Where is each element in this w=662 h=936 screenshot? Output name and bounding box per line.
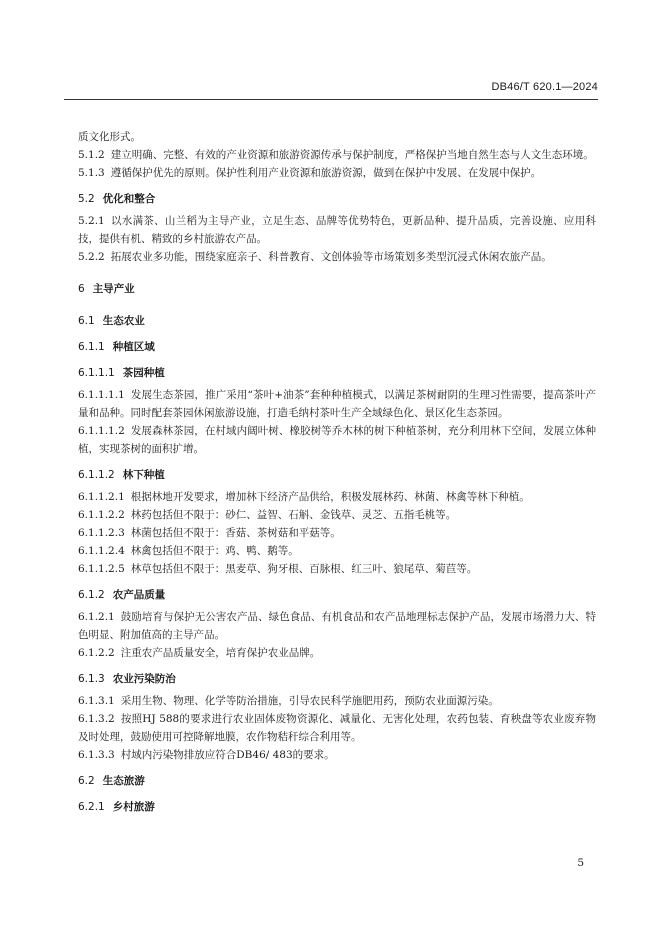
heading-6-2 <box>78 772 596 790</box>
clause-number: 6.1.3.2 <box>78 713 115 725</box>
clause-text: 发展森林茶园，在村域内阔叶树、橡胶树等乔木林的树下种植茶树，充分利用林下空间，发展立体种植，实现茶树的面积扩增。 <box>78 425 596 455</box>
heading-5-2 <box>78 190 596 208</box>
clause-number: 6.1.1.1.2 <box>78 425 125 437</box>
heading-6-2-1 <box>78 798 596 816</box>
clause-text: 注重农产品质量安全，培育保护农业品牌。 <box>120 647 321 659</box>
page-content <box>78 128 596 816</box>
heading-number: 6.2 <box>78 775 95 787</box>
heading-number: 6.1.1.2 <box>78 469 115 481</box>
clause-number: 6.1.1.2.4 <box>78 545 125 557</box>
heading-text: 种植区域 <box>112 341 155 353</box>
heading-number: 6.1.2 <box>78 589 105 601</box>
clause-5-2-1 <box>78 212 596 248</box>
clause-5-2-2 <box>78 248 596 266</box>
clause-text: 采用生物、物理、化学等防治措施，引导农民科学施肥用药，预防农业面源污染。 <box>120 695 499 707</box>
heading-6-1-1-1 <box>78 364 596 382</box>
clause-6-1-3-1 <box>78 692 596 710</box>
heading-6 <box>78 280 596 298</box>
heading-number: 5.2 <box>78 193 95 205</box>
page-number: 5 <box>577 857 584 869</box>
clause-number: 6.1.3.1 <box>78 695 115 707</box>
clause-number: 6.1.1.2.5 <box>78 563 125 575</box>
clause-number: 6.1.3.3 <box>78 749 115 761</box>
heading-6-1 <box>78 312 596 330</box>
clause-number: 6.1.1.2.3 <box>78 527 125 539</box>
clause-text: 按照HJ 588的要求进行农业固体废物资源化、减量化、无害化处理，农药包装、育秧盘等农业废弃物及时处理，鼓励使用可控降解地膜，农作物秸秆综合利用等。 <box>78 713 596 743</box>
heading-number: 6.1 <box>78 315 95 327</box>
clause-number: 5.2.2 <box>78 251 105 263</box>
heading-text: 乡村旅游 <box>112 801 155 813</box>
clause-text: 鼓励培育与保护无公害农产品、绿色食品、有机食品和农产品地理标志保护产品，发展市场潜力大、特色明显、附加值高的主导产品。 <box>78 611 596 641</box>
clause-text: 发展生态茶园，推广采用“茶叶+油茶”套种种植模式，以满足茶树耐阴的生理习性需要，提高茶叶产量和品种。同时配套茶园休闲旅游设施，打造毛纳村茶叶生产全域绿色化、景区化生态茶园。 <box>78 389 596 419</box>
clause-6-1-1-2-1 <box>78 488 596 506</box>
heading-text: 农产品质量 <box>112 589 166 601</box>
heading-number: 6.1.3 <box>78 673 105 685</box>
document-code: DB46/T 620.1—2024 <box>491 81 598 93</box>
heading-text: 农业污染防治 <box>112 673 176 685</box>
clause-text: 林菌包括但不限于：香菇、茶树菇和平菇等。 <box>130 527 341 539</box>
clause-number: 6.1.2.1 <box>78 611 115 623</box>
clause-number: 5.1.2 <box>78 149 105 161</box>
heading-text: 林下种植 <box>122 469 165 481</box>
heading-6-1-1 <box>78 338 596 356</box>
clause-number: 5.2.1 <box>78 215 105 227</box>
clause-6-1-2-2 <box>78 644 596 662</box>
heading-6-1-2 <box>78 586 596 604</box>
clause-text: 拓展农业多功能，围绕家庭亲子、科普教育、文创体验等市场策划多类型沉浸式休闲农旅产品。 <box>110 251 552 263</box>
clause-6-1-1-2-5 <box>78 560 596 578</box>
heading-number: 6.1.1 <box>78 341 105 353</box>
clause-text: 建立明确、完整、有效的产业资源和旅游资源传承与保护制度，严格保护当地自然生态与人文生态环境。 <box>110 149 594 161</box>
clause-5-1-3 <box>78 164 596 182</box>
heading-text: 生态旅游 <box>102 775 145 787</box>
clause-6-1-1-1-2 <box>78 422 596 458</box>
header-rule <box>64 99 598 100</box>
heading-text: 优化和整合 <box>102 193 156 205</box>
clause-6-1-1-1-1 <box>78 386 596 422</box>
clause-text: 遵循保护优先的原则。保护性利用产业资源和旅游资源，做到在保护中发展、在发展中保护。 <box>110 167 542 179</box>
clause-text: 根据林地开发要求，增加林下经济产品供给，积极发展林药、林菌、林禽等林下种植。 <box>130 491 530 503</box>
heading-6-1-3 <box>78 670 596 688</box>
paragraph <box>78 128 596 146</box>
clause-number: 6.1.1.2.2 <box>78 509 125 521</box>
clause-6-1-3-2 <box>78 710 596 746</box>
heading-text: 主导产业 <box>92 283 135 295</box>
heading-6-1-1-2 <box>78 466 596 484</box>
clause-6-1-1-2-4 <box>78 542 596 560</box>
clause-text: 以水满茶、山兰稻为主导产业，立足生态、品牌等优势特色，更新品种、提升品质，完善设施、应用科技，提供有机、精致的乡村旅游农产品。 <box>78 215 596 245</box>
heading-number: 6 <box>78 283 85 295</box>
clause-number: 6.1.1.1.1 <box>78 389 125 401</box>
clause-text: 林草包括但不限于：黑麦草、狗牙根、百脉根、红三叶、狼尾草、菊苣等。 <box>130 563 478 575</box>
clause-6-1-1-2-2 <box>78 506 596 524</box>
clause-number: 5.1.3 <box>78 167 105 179</box>
heading-text: 茶园种植 <box>122 367 165 379</box>
clause-6-1-2-1 <box>78 608 596 644</box>
clause-6-1-1-2-3 <box>78 524 596 542</box>
heading-text: 生态农业 <box>102 315 145 327</box>
clause-text: 林药包括但不限于：砂仁、益智、石斛、金钱草、灵芝、五指毛桃等。 <box>130 509 457 521</box>
clause-text: 林禽包括但不限于：鸡、鸭、鹅等。 <box>130 545 299 557</box>
paragraph-text: 质文化形式。 <box>78 131 141 143</box>
heading-number: 6.2.1 <box>78 801 105 813</box>
clause-5-1-2 <box>78 146 596 164</box>
heading-number: 6.1.1.1 <box>78 367 115 379</box>
clause-number: 6.1.2.2 <box>78 647 115 659</box>
clause-6-1-3-3 <box>78 746 596 764</box>
clause-text: 村域内污染物排放应符合DB46/ 483的要求。 <box>120 749 335 761</box>
clause-number: 6.1.1.2.1 <box>78 491 125 503</box>
